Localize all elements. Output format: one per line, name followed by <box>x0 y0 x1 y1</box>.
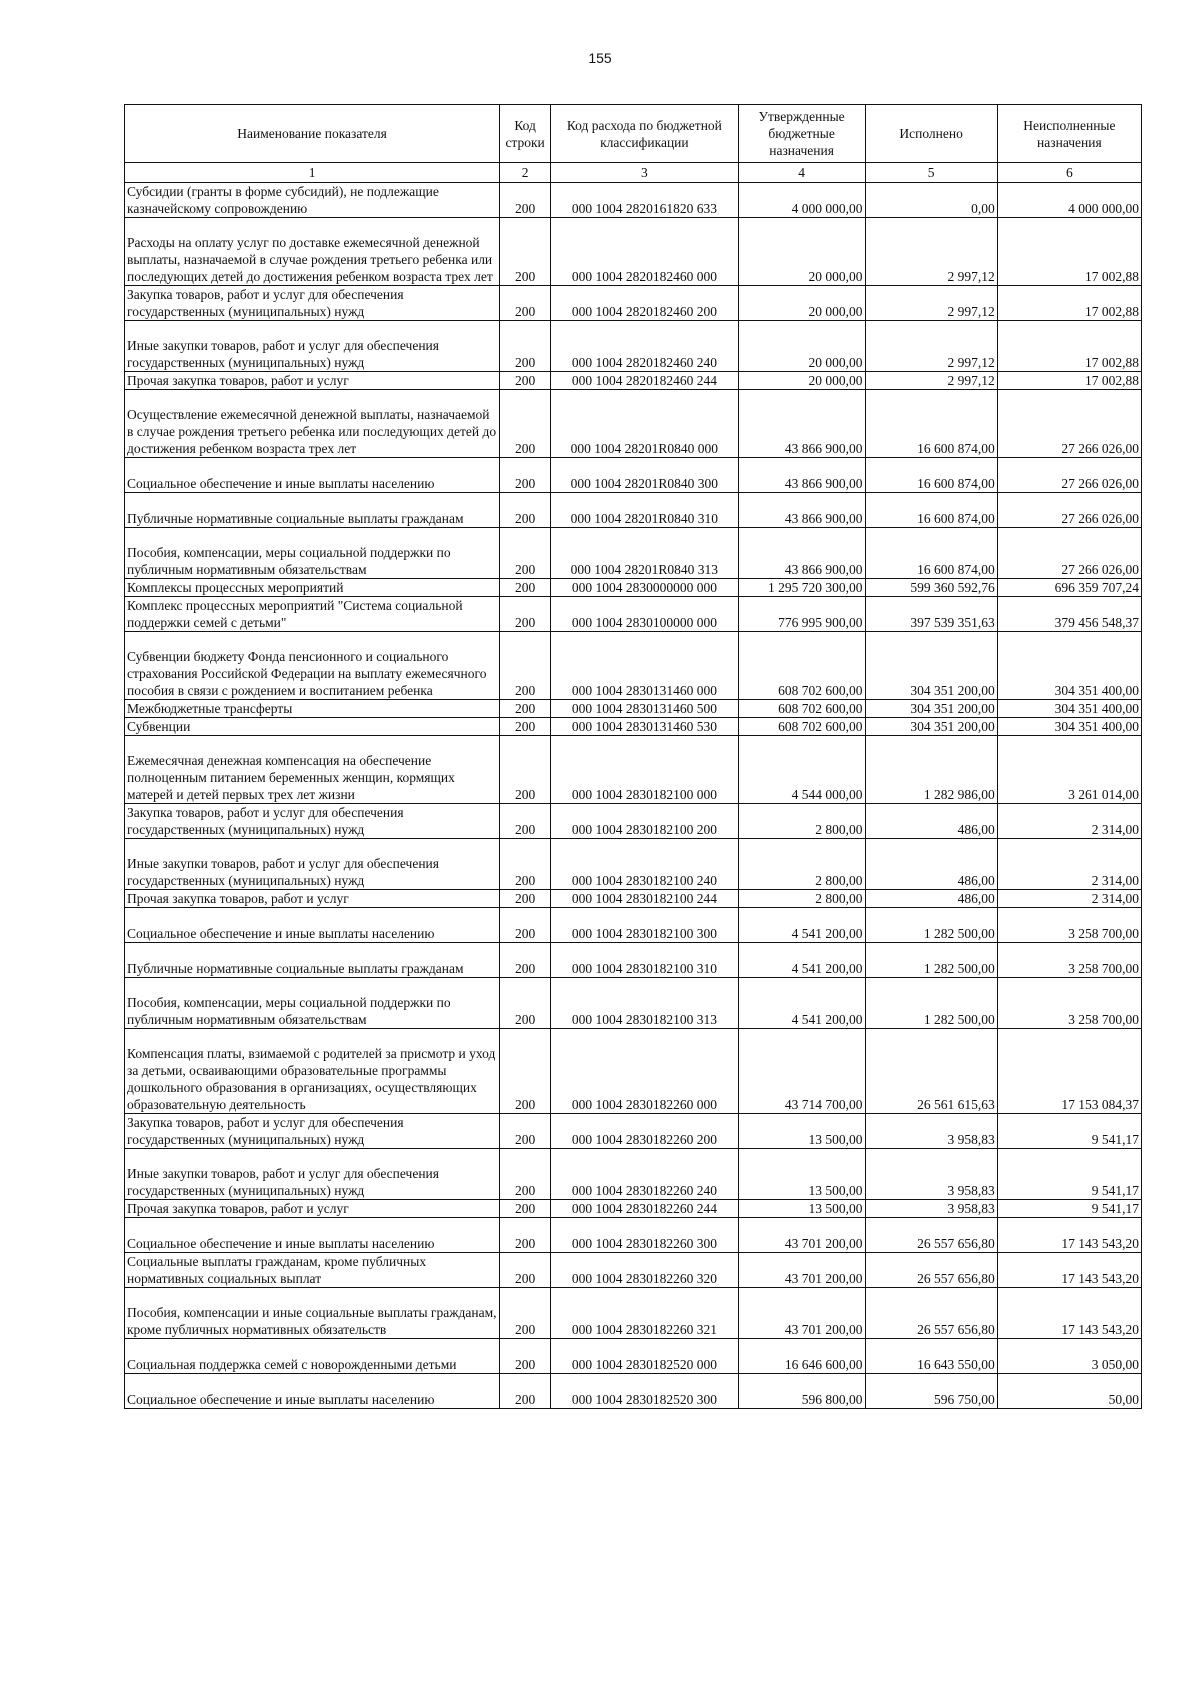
row-indicator-name: Компенсация платы, взимаемой с родителей за присмотр и уход за детьми, осваивающими образовательные программы дошкольного образования в организациях, осуществляющих образовательную деятельность <box>125 1029 500 1114</box>
row-executed-amount: 3 958,83 <box>865 1149 997 1200</box>
row-indicator-name: Прочая закупка товаров, работ и услуг <box>125 1200 500 1218</box>
table-row <box>125 1114 1142 1149</box>
row-indicator-name: Публичные нормативные социальные выплаты гражданам <box>125 493 500 528</box>
row-line-code: 200 <box>500 218 551 286</box>
header-line-code: Код строки <box>500 105 551 163</box>
table-row <box>125 183 1142 218</box>
row-indicator-name: Иные закупки товаров, работ и услуг для обеспечения государственных (муниципальных) нужд <box>125 321 500 372</box>
row-budget-classification-code: 000 1004 2830182100 313 <box>551 978 739 1029</box>
table-row <box>125 632 1142 700</box>
row-line-code: 200 <box>500 839 551 890</box>
row-budget-classification-code: 000 1004 2830100000 000 <box>551 597 739 632</box>
table-row <box>125 597 1142 632</box>
table-row <box>125 218 1142 286</box>
row-indicator-name: Межбюджетные трансферты <box>125 700 500 718</box>
row-indicator-name: Ежемесячная денежная компенсация на обеспечение полноценным питанием беременных женщин, кормящих матерей и детей первых трех лет жизни <box>125 736 500 804</box>
row-budget-classification-code: 000 1004 2830182260 300 <box>551 1218 739 1253</box>
row-line-code: 200 <box>500 890 551 908</box>
row-unexecuted-amount: 17 153 084,37 <box>997 1029 1141 1114</box>
table-row <box>125 1149 1142 1200</box>
row-unexecuted-amount: 27 266 026,00 <box>997 528 1141 579</box>
table-row <box>125 700 1142 718</box>
row-budget-classification-code: 000 1004 2830182260 320 <box>551 1253 739 1288</box>
table-row <box>125 528 1142 579</box>
row-line-code: 200 <box>500 700 551 718</box>
header-indicator-name: Наименование показателя <box>125 105 500 163</box>
row-executed-amount: 486,00 <box>865 839 997 890</box>
row-budget-classification-code: 000 1004 2830182100 310 <box>551 943 739 978</box>
row-budget-classification-code: 000 1004 2830182100 000 <box>551 736 739 804</box>
row-executed-amount: 2 997,12 <box>865 372 997 390</box>
row-budget-classification-code: 000 1004 28201R0840 310 <box>551 493 739 528</box>
row-budget-classification-code: 000 1004 2830131460 530 <box>551 718 739 736</box>
table-header-row <box>125 105 1142 163</box>
row-indicator-name: Иные закупки товаров, работ и услуг для обеспечения государственных (муниципальных) нужд <box>125 839 500 890</box>
column-number: 3 <box>551 163 739 183</box>
row-approved-amount: 13 500,00 <box>738 1114 865 1149</box>
row-approved-amount: 2 800,00 <box>738 804 865 839</box>
row-executed-amount: 0,00 <box>865 183 997 218</box>
column-number: 4 <box>738 163 865 183</box>
row-line-code: 200 <box>500 804 551 839</box>
table-row <box>125 943 1142 978</box>
table-row <box>125 908 1142 943</box>
row-budget-classification-code: 000 1004 2830182100 240 <box>551 839 739 890</box>
table-row <box>125 736 1142 804</box>
header-unexecuted-appropriations: Неисполненные назначения <box>997 105 1141 163</box>
row-line-code: 200 <box>500 321 551 372</box>
row-executed-amount: 304 351 200,00 <box>865 718 997 736</box>
row-budget-classification-code: 000 1004 2830182100 200 <box>551 804 739 839</box>
row-approved-amount: 43 701 200,00 <box>738 1253 865 1288</box>
row-approved-amount: 608 702 600,00 <box>738 718 865 736</box>
row-executed-amount: 304 351 200,00 <box>865 632 997 700</box>
row-unexecuted-amount: 3 261 014,00 <box>997 736 1141 804</box>
row-approved-amount: 20 000,00 <box>738 286 865 321</box>
row-indicator-name: Субсидии (гранты в форме субсидий), не подлежащие казначейскому сопровождению <box>125 183 500 218</box>
table-row <box>125 718 1142 736</box>
row-budget-classification-code: 000 1004 2830182260 244 <box>551 1200 739 1218</box>
row-unexecuted-amount: 17 002,88 <box>997 372 1141 390</box>
row-approved-amount: 4 541 200,00 <box>738 943 865 978</box>
row-approved-amount: 43 701 200,00 <box>738 1288 865 1339</box>
row-budget-classification-code: 000 1004 28201R0840 313 <box>551 528 739 579</box>
row-budget-classification-code: 000 1004 2820182460 240 <box>551 321 739 372</box>
row-unexecuted-amount: 17 143 543,20 <box>997 1253 1141 1288</box>
row-approved-amount: 776 995 900,00 <box>738 597 865 632</box>
row-line-code: 200 <box>500 1200 551 1218</box>
row-budget-classification-code: 000 1004 2830182260 321 <box>551 1288 739 1339</box>
row-indicator-name: Закупка товаров, работ и услуг для обеспечения государственных (муниципальных) нужд <box>125 1114 500 1149</box>
table-row <box>125 1339 1142 1374</box>
table-row <box>125 839 1142 890</box>
row-executed-amount: 2 997,12 <box>865 286 997 321</box>
table-row <box>125 579 1142 597</box>
row-unexecuted-amount: 2 314,00 <box>997 839 1141 890</box>
table-row <box>125 458 1142 493</box>
column-number-row <box>125 163 1142 183</box>
row-indicator-name: Прочая закупка товаров, работ и услуг <box>125 890 500 908</box>
row-budget-classification-code: 000 1004 2830182520 300 <box>551 1374 739 1409</box>
row-budget-classification-code: 000 1004 2820182460 200 <box>551 286 739 321</box>
row-executed-amount: 486,00 <box>865 890 997 908</box>
row-budget-classification-code: 000 1004 2830182520 000 <box>551 1339 739 1374</box>
row-unexecuted-amount: 17 143 543,20 <box>997 1288 1141 1339</box>
table-row <box>125 978 1142 1029</box>
table-row <box>125 890 1142 908</box>
row-unexecuted-amount: 379 456 548,37 <box>997 597 1141 632</box>
row-line-code: 200 <box>500 579 551 597</box>
row-line-code: 200 <box>500 458 551 493</box>
row-line-code: 200 <box>500 493 551 528</box>
row-line-code: 200 <box>500 978 551 1029</box>
row-budget-classification-code: 000 1004 2830131460 000 <box>551 632 739 700</box>
row-executed-amount: 304 351 200,00 <box>865 700 997 718</box>
row-unexecuted-amount: 9 541,17 <box>997 1149 1141 1200</box>
row-approved-amount: 2 800,00 <box>738 890 865 908</box>
row-approved-amount: 20 000,00 <box>738 372 865 390</box>
row-budget-classification-code: 000 1004 2820161820 633 <box>551 183 739 218</box>
row-unexecuted-amount: 304 351 400,00 <box>997 700 1141 718</box>
row-line-code: 200 <box>500 390 551 458</box>
row-executed-amount: 16 600 874,00 <box>865 528 997 579</box>
column-number: 1 <box>125 163 500 183</box>
row-approved-amount: 4 541 200,00 <box>738 908 865 943</box>
row-indicator-name: Социальная поддержка семей с новорожденными детьми <box>125 1339 500 1374</box>
row-unexecuted-amount: 17 002,88 <box>997 321 1141 372</box>
row-executed-amount: 596 750,00 <box>865 1374 997 1409</box>
row-indicator-name: Комплекс процессных мероприятий "Система социальной поддержки семей с детьми" <box>125 597 500 632</box>
row-line-code: 200 <box>500 597 551 632</box>
row-unexecuted-amount: 27 266 026,00 <box>997 390 1141 458</box>
row-approved-amount: 43 866 900,00 <box>738 528 865 579</box>
row-approved-amount: 43 714 700,00 <box>738 1029 865 1114</box>
row-unexecuted-amount: 2 314,00 <box>997 804 1141 839</box>
row-line-code: 200 <box>500 718 551 736</box>
row-executed-amount: 2 997,12 <box>865 321 997 372</box>
row-indicator-name: Социальное обеспечение и иные выплаты населению <box>125 1218 500 1253</box>
column-number: 5 <box>865 163 997 183</box>
row-executed-amount: 599 360 592,76 <box>865 579 997 597</box>
row-unexecuted-amount: 696 359 707,24 <box>997 579 1141 597</box>
row-approved-amount: 13 500,00 <box>738 1149 865 1200</box>
row-unexecuted-amount: 3 258 700,00 <box>997 943 1141 978</box>
row-unexecuted-amount: 304 351 400,00 <box>997 632 1141 700</box>
table-row <box>125 1374 1142 1409</box>
row-executed-amount: 26 561 615,63 <box>865 1029 997 1114</box>
row-approved-amount: 596 800,00 <box>738 1374 865 1409</box>
row-indicator-name: Социальное обеспечение и иные выплаты населению <box>125 458 500 493</box>
header-budget-classification-code: Код расхода по бюджетной классификации <box>551 105 739 163</box>
row-unexecuted-amount: 3 050,00 <box>997 1339 1141 1374</box>
row-unexecuted-amount: 27 266 026,00 <box>997 493 1141 528</box>
row-line-code: 200 <box>500 1374 551 1409</box>
table-row <box>125 1253 1142 1288</box>
row-executed-amount: 26 557 656,80 <box>865 1288 997 1339</box>
row-executed-amount: 1 282 500,00 <box>865 943 997 978</box>
row-approved-amount: 43 866 900,00 <box>738 458 865 493</box>
table-body <box>125 183 1142 1409</box>
table-row <box>125 321 1142 372</box>
row-budget-classification-code: 000 1004 2830182100 300 <box>551 908 739 943</box>
row-line-code: 200 <box>500 908 551 943</box>
row-indicator-name: Прочая закупка товаров, работ и услуг <box>125 372 500 390</box>
row-executed-amount: 397 539 351,63 <box>865 597 997 632</box>
row-executed-amount: 1 282 500,00 <box>865 978 997 1029</box>
table-row <box>125 1200 1142 1218</box>
table-row <box>125 1218 1142 1253</box>
row-budget-classification-code: 000 1004 2830131460 500 <box>551 700 739 718</box>
row-line-code: 200 <box>500 1288 551 1339</box>
table-row <box>125 1029 1142 1114</box>
row-indicator-name: Пособия, компенсации, меры социальной поддержки по публичным нормативным обязательствам <box>125 528 500 579</box>
row-indicator-name: Публичные нормативные социальные выплаты гражданам <box>125 943 500 978</box>
budget-execution-table <box>124 104 1142 1409</box>
row-line-code: 200 <box>500 528 551 579</box>
row-indicator-name: Закупка товаров, работ и услуг для обеспечения государственных (муниципальных) нужд <box>125 804 500 839</box>
row-indicator-name: Субвенции бюджету Фонда пенсионного и социального страхования Российской Федерации на выплату ежемесячного пособия в связи с рождением и воспитанием ребенка <box>125 632 500 700</box>
row-line-code: 200 <box>500 1218 551 1253</box>
row-indicator-name: Комплексы процессных мероприятий <box>125 579 500 597</box>
row-approved-amount: 4 541 200,00 <box>738 978 865 1029</box>
row-approved-amount: 43 701 200,00 <box>738 1218 865 1253</box>
row-approved-amount: 4 000 000,00 <box>738 183 865 218</box>
row-indicator-name: Пособия, компенсации и иные социальные выплаты гражданам, кроме публичных нормативных обязательств <box>125 1288 500 1339</box>
row-unexecuted-amount: 9 541,17 <box>997 1114 1141 1149</box>
row-line-code: 200 <box>500 632 551 700</box>
row-line-code: 200 <box>500 1339 551 1374</box>
row-indicator-name: Закупка товаров, работ и услуг для обеспечения государственных (муниципальных) нужд <box>125 286 500 321</box>
row-approved-amount: 4 544 000,00 <box>738 736 865 804</box>
row-approved-amount: 20 000,00 <box>738 321 865 372</box>
row-indicator-name: Осуществление ежемесячной денежной выплаты, назначаемой в случае рождения третьего ребенка или последующих детей до достижения ребенком возраста трех лет <box>125 390 500 458</box>
header-executed: Исполнено <box>865 105 997 163</box>
row-executed-amount: 1 282 986,00 <box>865 736 997 804</box>
row-unexecuted-amount: 304 351 400,00 <box>997 718 1141 736</box>
row-budget-classification-code: 000 1004 2820182460 000 <box>551 218 739 286</box>
table-row <box>125 286 1142 321</box>
row-approved-amount: 20 000,00 <box>738 218 865 286</box>
row-line-code: 200 <box>500 1114 551 1149</box>
column-number: 6 <box>997 163 1141 183</box>
row-unexecuted-amount: 17 002,88 <box>997 218 1141 286</box>
page-number: 155 <box>588 50 612 66</box>
row-budget-classification-code: 000 1004 2830182260 200 <box>551 1114 739 1149</box>
row-executed-amount: 16 600 874,00 <box>865 493 997 528</box>
row-unexecuted-amount: 50,00 <box>997 1374 1141 1409</box>
row-line-code: 200 <box>500 372 551 390</box>
row-line-code: 200 <box>500 286 551 321</box>
row-budget-classification-code: 000 1004 2830182260 240 <box>551 1149 739 1200</box>
row-budget-classification-code: 000 1004 2830182260 000 <box>551 1029 739 1114</box>
row-executed-amount: 3 958,83 <box>865 1114 997 1149</box>
row-indicator-name: Социальные выплаты гражданам, кроме публичных нормативных социальных выплат <box>125 1253 500 1288</box>
row-unexecuted-amount: 17 002,88 <box>997 286 1141 321</box>
row-executed-amount: 3 958,83 <box>865 1200 997 1218</box>
row-unexecuted-amount: 4 000 000,00 <box>997 183 1141 218</box>
row-line-code: 200 <box>500 943 551 978</box>
row-approved-amount: 1 295 720 300,00 <box>738 579 865 597</box>
row-executed-amount: 16 643 550,00 <box>865 1339 997 1374</box>
row-budget-classification-code: 000 1004 2830182100 244 <box>551 890 739 908</box>
table-row <box>125 390 1142 458</box>
row-approved-amount: 13 500,00 <box>738 1200 865 1218</box>
row-unexecuted-amount: 3 258 700,00 <box>997 978 1141 1029</box>
table-row <box>125 1288 1142 1339</box>
table-row <box>125 493 1142 528</box>
row-budget-classification-code: 000 1004 28201R0840 300 <box>551 458 739 493</box>
row-indicator-name: Пособия, компенсации, меры социальной поддержки по публичным нормативным обязательствам <box>125 978 500 1029</box>
row-executed-amount: 1 282 500,00 <box>865 908 997 943</box>
row-approved-amount: 2 800,00 <box>738 839 865 890</box>
row-unexecuted-amount: 2 314,00 <box>997 890 1141 908</box>
row-approved-amount: 608 702 600,00 <box>738 632 865 700</box>
row-budget-classification-code: 000 1004 2830000000 000 <box>551 579 739 597</box>
row-indicator-name: Иные закупки товаров, работ и услуг для обеспечения государственных (муниципальных) нужд <box>125 1149 500 1200</box>
row-budget-classification-code: 000 1004 28201R0840 000 <box>551 390 739 458</box>
column-number: 2 <box>500 163 551 183</box>
row-approved-amount: 16 646 600,00 <box>738 1339 865 1374</box>
row-executed-amount: 16 600 874,00 <box>865 390 997 458</box>
header-approved-appropriations: Утвержденные бюджетные назначения <box>738 105 865 163</box>
row-approved-amount: 608 702 600,00 <box>738 700 865 718</box>
row-unexecuted-amount: 17 143 543,20 <box>997 1218 1141 1253</box>
row-indicator-name: Субвенции <box>125 718 500 736</box>
table-row <box>125 372 1142 390</box>
row-approved-amount: 43 866 900,00 <box>738 493 865 528</box>
row-executed-amount: 486,00 <box>865 804 997 839</box>
row-unexecuted-amount: 27 266 026,00 <box>997 458 1141 493</box>
row-approved-amount: 43 866 900,00 <box>738 390 865 458</box>
row-line-code: 200 <box>500 1029 551 1114</box>
row-executed-amount: 2 997,12 <box>865 218 997 286</box>
row-line-code: 200 <box>500 736 551 804</box>
row-indicator-name: Социальное обеспечение и иные выплаты населению <box>125 908 500 943</box>
table-row <box>125 804 1142 839</box>
row-indicator-name: Социальное обеспечение и иные выплаты населению <box>125 1374 500 1409</box>
row-line-code: 200 <box>500 1253 551 1288</box>
row-executed-amount: 16 600 874,00 <box>865 458 997 493</box>
row-executed-amount: 26 557 656,80 <box>865 1218 997 1253</box>
row-unexecuted-amount: 9 541,17 <box>997 1200 1141 1218</box>
row-budget-classification-code: 000 1004 2820182460 244 <box>551 372 739 390</box>
row-line-code: 200 <box>500 1149 551 1200</box>
row-unexecuted-amount: 3 258 700,00 <box>997 908 1141 943</box>
row-line-code: 200 <box>500 183 551 218</box>
row-executed-amount: 26 557 656,80 <box>865 1253 997 1288</box>
row-indicator-name: Расходы на оплату услуг по доставке ежемесячной денежной выплаты, назначаемой в случае рождения третьего ребенка или последующих детей до достижения ребенком возраста трех лет <box>125 218 500 286</box>
